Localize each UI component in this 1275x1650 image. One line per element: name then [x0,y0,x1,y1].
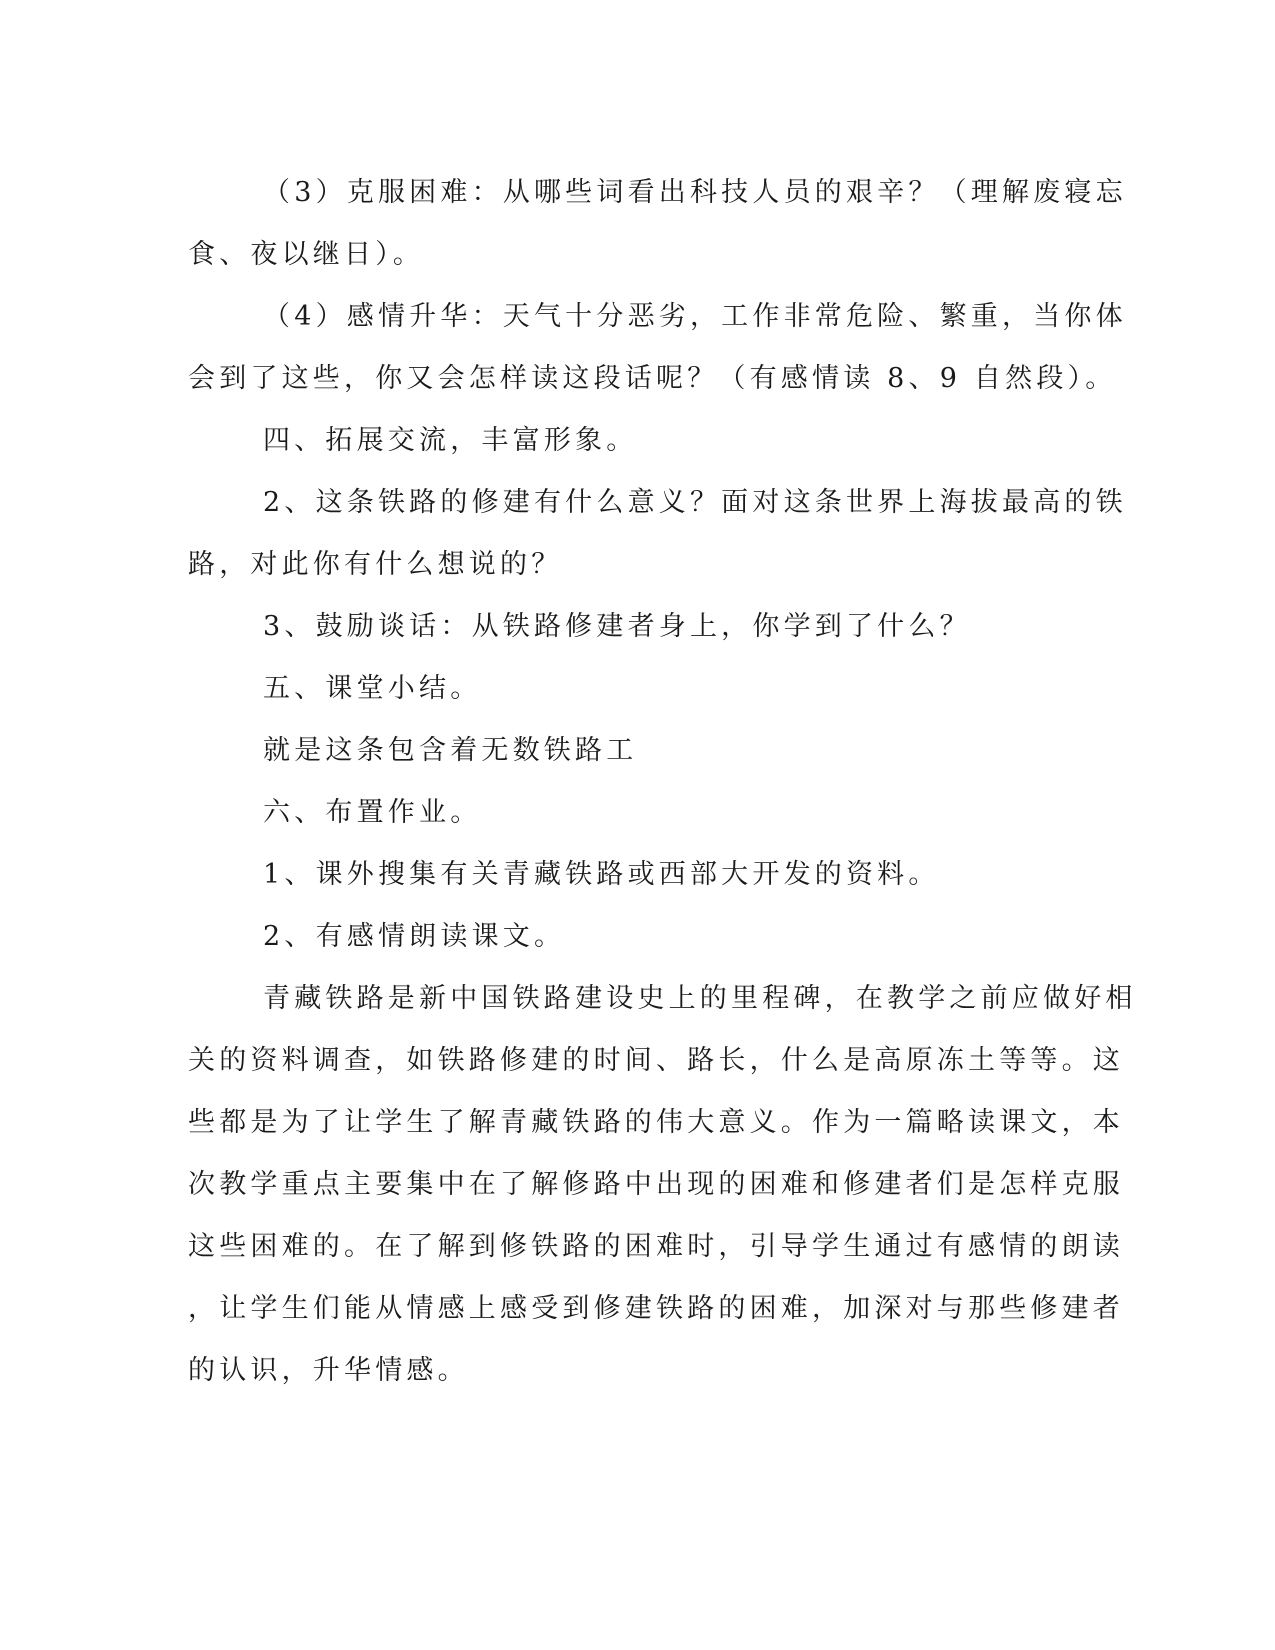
text-line: 这些困难的。在了解到修铁路的困难时，引导学生通过有感情的朗读 [188,1231,1124,1262]
text-line: 就是这条包含着无数铁路工 [263,735,638,766]
text-line: 青藏铁路是新中国铁路建设史上的里程碑，在教学之前应做好相 [263,983,1137,1014]
text-line: 1、课外搜集有关青藏铁路或西部大开发的资料。 [263,859,940,890]
section-heading: 六、布置作业。 [263,797,482,828]
text-line: 次教学重点主要集中在了解修路中出现的困难和修建者们是怎样克服 [188,1169,1124,1200]
text-line: 食、夜以继日）。 [188,239,425,270]
text-line: ，让学生们能从情感上感受到修建铁路的困难，加深对与那些修建者 [188,1293,1124,1324]
document-body [188,162,1137,1402]
text-line: 路，对此你有什么想说的？ [188,549,563,580]
text-line: 些都是为了让学生了解青藏铁路的伟大意义。作为一篇略读课文，本 [188,1107,1124,1138]
text-line: 2、有感情朗读课文。 [263,921,566,952]
text-line: 会到了这些，你又会怎样读这段话呢？（有感情读 8、9 自然段）。 [188,363,1117,394]
section-heading: 五、课堂小结。 [263,673,482,704]
text-line: （3）克服困难：从哪些词看出科技人员的艰辛？（理解废寝忘 [263,177,1127,208]
text-line: 关的资料调查，如铁路修建的时间、路长，什么是高原冻土等等。这 [188,1045,1124,1076]
text-line: 2、这条铁路的修建有什么意义？面对这条世界上海拔最高的铁 [263,487,1127,518]
section-heading: 四、拓展交流，丰富形象。 [263,425,638,456]
text-line: 的认识，升华情感。 [188,1355,469,1386]
text-line: （4）感情升华：天气十分恶劣，工作非常危险、繁重，当你体 [263,301,1127,332]
text-line: 3、鼓励谈话：从铁路修建者身上，你学到了什么？ [263,611,971,642]
